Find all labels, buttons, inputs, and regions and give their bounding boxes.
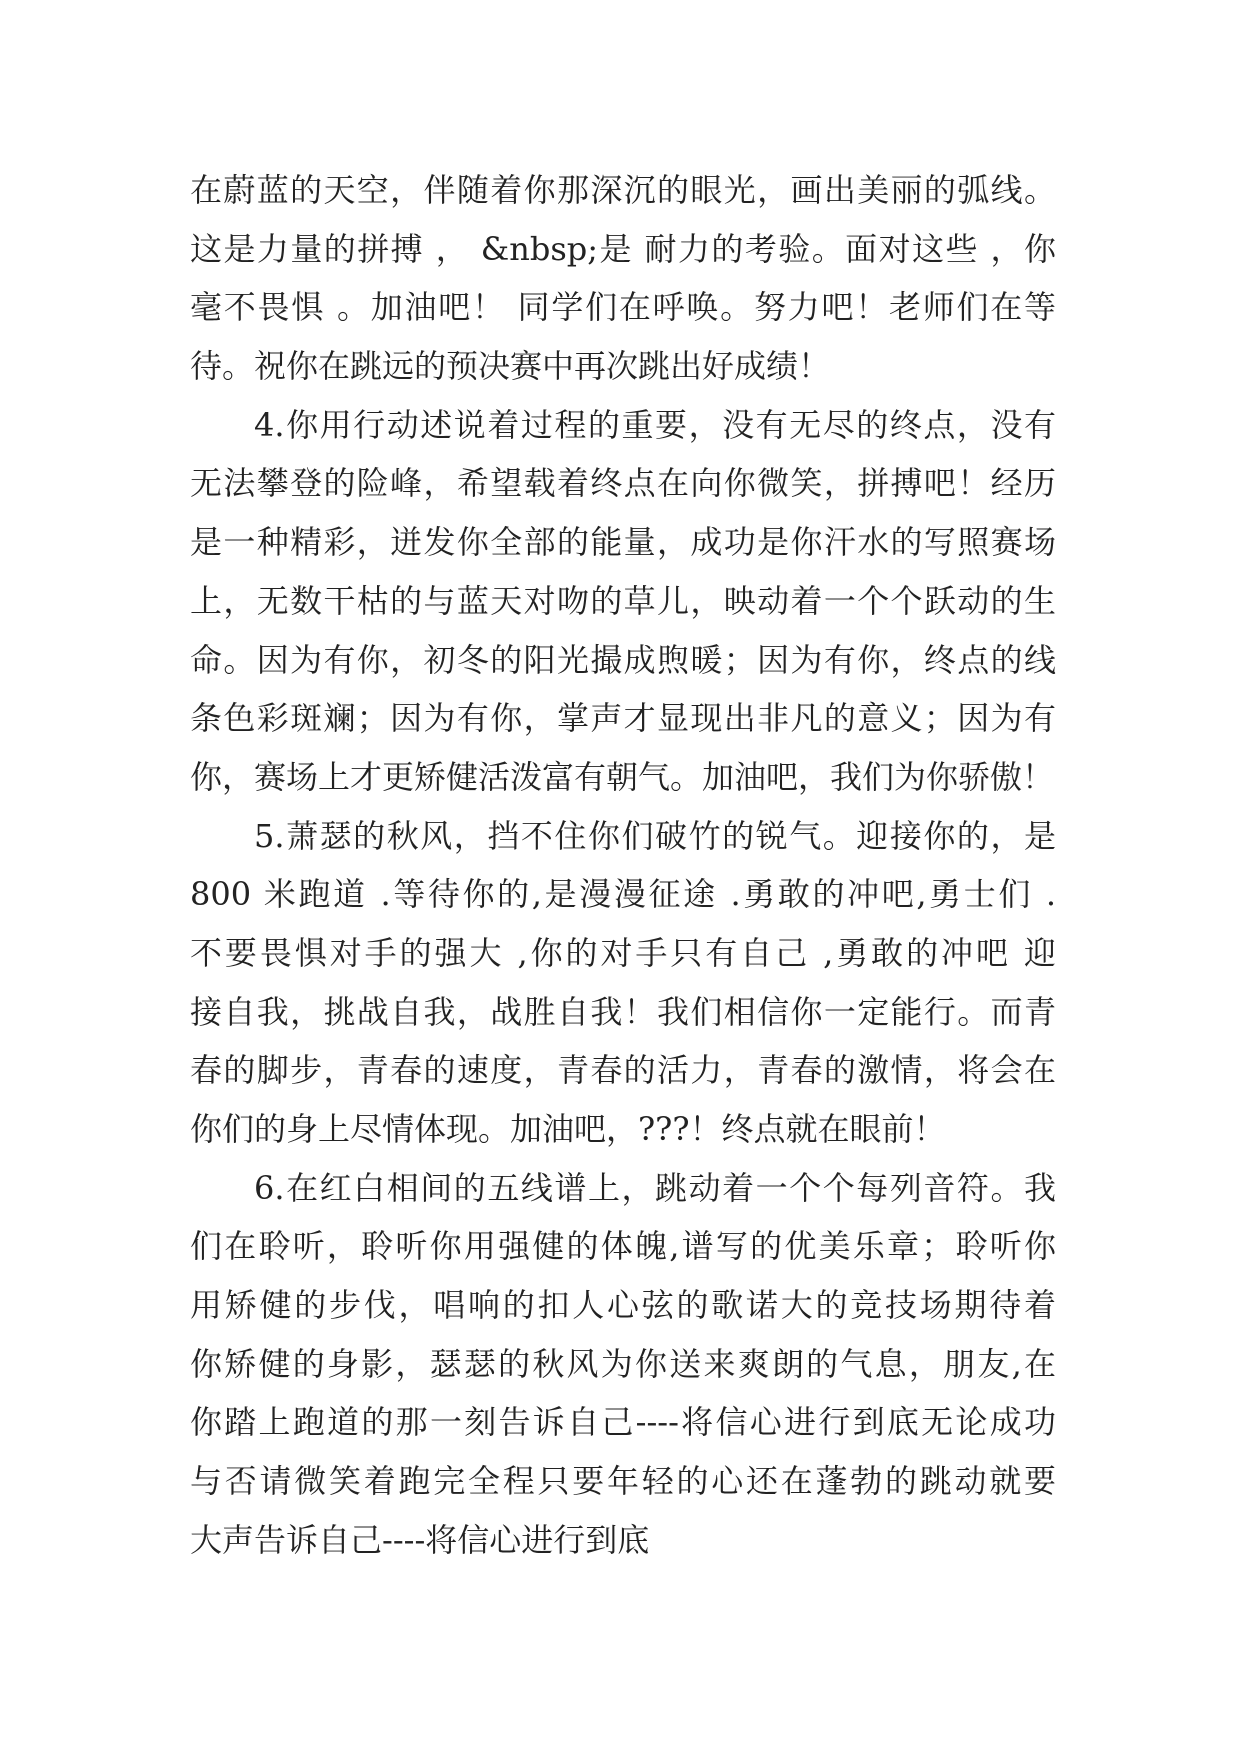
- text-line: 你，赛场上才更矫健活泼富有朝气。加油吧，我们为你骄傲！: [190, 757, 1055, 796]
- text-line: 4.你用行动述说着过程的重要，没有无尽的终点，没有: [254, 405, 1056, 444]
- text-line: 们在聆听，聆听你用强健的体魄,谱写的优美乐章；聆听你: [190, 1227, 1056, 1266]
- text-line: 800 米跑道 .等待你的,是漫漫征途 .勇敢的冲吧,勇士们 .: [190, 875, 1056, 914]
- text-line: 是一种精彩，迸发你全部的能量，成功是你汗水的写照赛场: [190, 523, 1056, 562]
- text-line: 命。因为有你，初冬的阳光撮成煦暖；因为有你，终点的线: [190, 640, 1056, 679]
- text-line: 条色彩斑斓；因为有你，掌声才显现出非凡的意义；因为有: [190, 699, 1056, 738]
- text-line: 不要畏惧对手的强大 ,你的对手只有自己 ,勇敢的冲吧 迎: [190, 933, 1056, 972]
- text-line: 大声告诉自己----将信心进行到底: [190, 1520, 650, 1559]
- text-line: 上，无数干枯的与蓝天对吻的草儿，映动着一个个跃动的生: [190, 581, 1056, 620]
- text-line: 6.在红白相间的五线谱上，跳动着一个个每列音符。我: [254, 1168, 1056, 1207]
- text-line: 无法攀登的险峰，希望载着终点在向你微笑，拼搏吧！经历: [190, 464, 1056, 503]
- paragraph: [190, 1159, 1056, 1570]
- paragraph: [190, 807, 1056, 1159]
- text-line: 在蔚蓝的天空，伴随着你那深沉的眼光，画出美丽的弧线。: [190, 171, 1056, 209]
- text-line: 这是力量的拼搏 ， &nbsp;是 耐力的考验。面对这些 ，你: [190, 229, 1056, 268]
- text-line: 接自我，挑战自我，战胜自我！我们相信你一定能行。而青: [190, 992, 1056, 1031]
- text-line: 用矫健的步伐，唱响的扣人心弦的歌诺大的竞技场期待着: [190, 1286, 1056, 1325]
- text-line: 你们的身上尽情体现。加油吧，???！终点就在眼前！: [190, 1110, 946, 1148]
- text-line: 5.萧瑟的秋风，挡不住你们破竹的锐气。迎接你的，是: [254, 816, 1056, 855]
- paragraph: [190, 161, 1056, 396]
- text-line: 与否请微笑着跑完全程只要年轻的心还在蓬勃的跳动就要: [190, 1462, 1056, 1501]
- paragraph: [190, 396, 1056, 807]
- text-line: 待。祝你在跳远的预决赛中再次跳出好成绩！: [190, 347, 831, 386]
- text-line: 你踏上跑道的那一刻告诉自己----将信心进行到底无论成功: [190, 1403, 1056, 1442]
- text-line: 毫不畏惧 。加油吧！ 同学们在呼唤。努力吧！老师们在等: [190, 288, 1056, 327]
- document-body: [190, 161, 1056, 1570]
- text-line: 春的脚步，青春的速度，青春的活力，青春的激情，将会在: [190, 1051, 1056, 1090]
- text-line: 你矫健的身影，瑟瑟的秋风为你送来爽朗的气息，朋友,在: [190, 1344, 1056, 1383]
